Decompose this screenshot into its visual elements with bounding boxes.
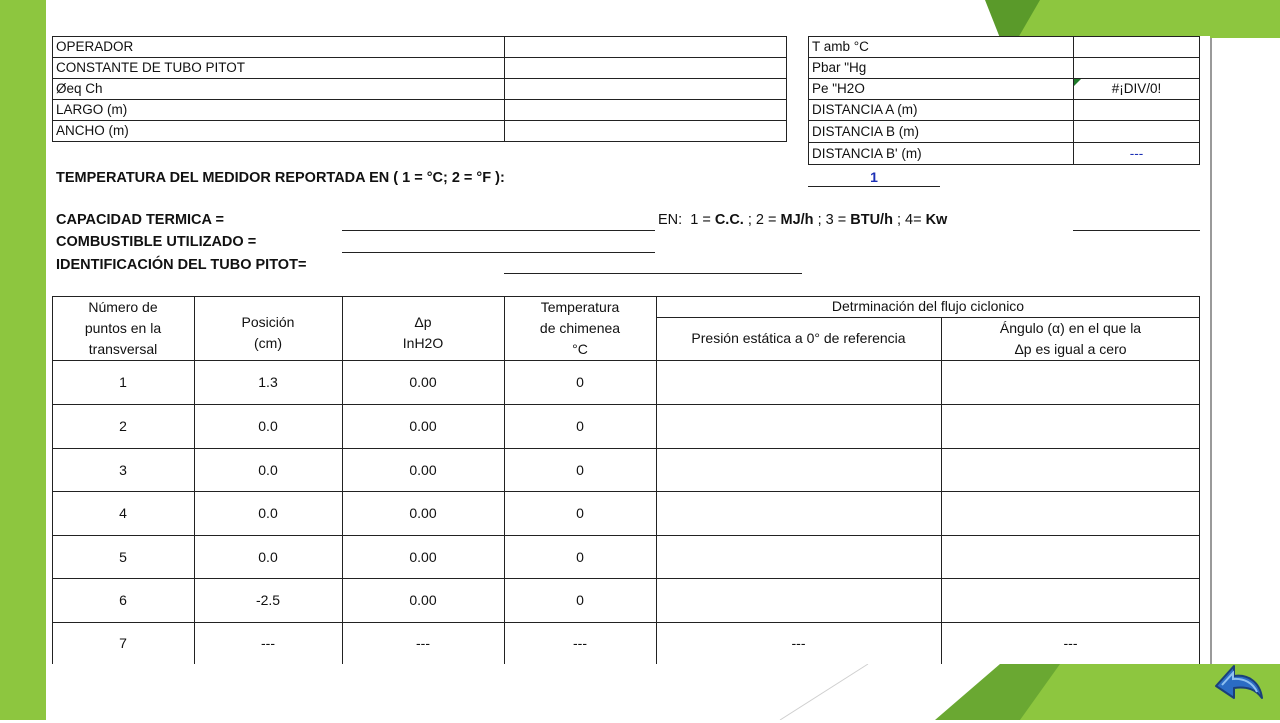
field-oeq: Øeq Ch: [52, 78, 505, 100]
cell-n[interactable]: 2: [119, 418, 127, 434]
spreadsheet-area: [50, 36, 1210, 664]
table-col-line: [342, 296, 343, 664]
faint-diagonal-line: [780, 664, 868, 720]
field-oeq-value[interactable]: [504, 78, 787, 100]
table-row-line: [52, 491, 1200, 492]
unit-option-cc: C.C.: [714, 211, 744, 228]
header-puntos: Número de puntos en la transversal: [84, 298, 162, 357]
cell-temperatura[interactable]: 0: [576, 461, 584, 478]
cell-n[interactable]: 1: [119, 374, 127, 390]
cell-temperatura[interactable]: 0: [576, 418, 584, 434]
field-distancia-a-value[interactable]: [1073, 99, 1200, 121]
cell-n[interactable]: 6: [119, 592, 127, 608]
cell-temperatura[interactable]: 0: [576, 505, 584, 521]
field-distancia-b-prime: DISTANCIA B' (m): [808, 142, 1074, 165]
cell-delta-p[interactable]: 0.00: [409, 461, 437, 478]
field-operador: OPERADOR: [52, 36, 505, 58]
capacidad-units-underline[interactable]: [1073, 230, 1200, 231]
cell-angulo[interactable]: ---: [1063, 635, 1078, 651]
cell-angulo[interactable]: [941, 491, 1200, 535]
cell-n[interactable]: 7: [119, 635, 127, 651]
field-largo: LARGO (m): [52, 99, 505, 121]
cell-comment-marker: [1074, 79, 1081, 86]
top-right-green-shape: [1018, 0, 1280, 38]
cell-presion[interactable]: [656, 535, 941, 578]
cell-temperatura[interactable]: 0: [576, 592, 584, 608]
field-ancho-value[interactable]: [504, 120, 787, 142]
cell-n[interactable]: 3: [119, 461, 127, 478]
table-row-line: [52, 404, 1200, 405]
field-pbar: Pbar "Hg: [808, 57, 1074, 79]
header-posicion: Posición (cm): [241, 314, 295, 351]
field-pe: Pe "H2O: [808, 78, 1074, 100]
cell-angulo[interactable]: [941, 360, 1200, 404]
back-button[interactable]: [1204, 652, 1270, 718]
table-border-top: [52, 296, 1200, 297]
right-edge-strip: [1210, 38, 1212, 664]
cell-angulo[interactable]: [941, 535, 1200, 578]
field-operador-value[interactable]: [504, 36, 787, 58]
combustible-label: COMBUSTIBLE UTILIZADO =: [56, 233, 257, 250]
cell-posicion[interactable]: 0.0: [258, 461, 278, 478]
units-sep-1: ; 2 =: [743, 211, 781, 228]
back-arrow-icon: [1204, 652, 1270, 718]
table-header-bottom: [52, 360, 1200, 361]
table-row-line: [52, 448, 1200, 449]
field-distancia-b-prime-value[interactable]: ---: [1073, 142, 1200, 165]
cell-presion[interactable]: [656, 360, 941, 404]
field-distancia-a: DISTANCIA A (m): [808, 99, 1074, 121]
table-row-line: [52, 622, 1200, 623]
cell-delta-p[interactable]: 0.00: [409, 548, 437, 565]
combustible-underline[interactable]: [342, 252, 655, 253]
table-col-line: [941, 317, 942, 664]
table-row-line: [52, 535, 1200, 536]
field-tamb: T amb °C: [808, 36, 1074, 58]
left-green-shape: [0, 0, 46, 720]
header-flujo-ciclonico: Detrminación del flujo ciclonico: [831, 298, 1025, 314]
table-col-line: [52, 296, 53, 664]
cell-posicion[interactable]: 0.0: [258, 418, 278, 434]
field-constante-value[interactable]: [504, 57, 787, 79]
cell-delta-p[interactable]: 0.00: [409, 505, 437, 521]
cell-angulo[interactable]: [941, 448, 1200, 491]
field-constante: CONSTANTE DE TUBO PITOT: [52, 57, 505, 79]
cell-presion[interactable]: [656, 404, 941, 448]
cell-posicion[interactable]: 0.0: [258, 548, 278, 565]
cell-posicion[interactable]: ---: [261, 635, 275, 651]
capacidad-underline[interactable]: [342, 230, 655, 231]
cell-presion[interactable]: ---: [791, 635, 806, 651]
cell-posicion[interactable]: 0.0: [258, 505, 278, 521]
temp-units-underline: [808, 186, 940, 187]
temp-units-value[interactable]: 1: [870, 169, 878, 185]
cell-posicion[interactable]: 1.3: [258, 374, 278, 390]
units-prefix: EN: 1 =: [658, 211, 715, 228]
cell-angulo[interactable]: [941, 578, 1200, 622]
field-pe-value[interactable]: #¡DIV/0!: [1073, 78, 1200, 100]
capacidad-label: CAPACIDAD TERMICA =: [56, 211, 224, 228]
cell-presion[interactable]: [656, 491, 941, 535]
table-col-line: [504, 296, 505, 664]
header-presion-estatica: Presión estática a 0° de referencia: [691, 330, 906, 346]
unit-option-btuh: BTU/h: [850, 211, 893, 228]
identificacion-underline[interactable]: [504, 273, 802, 274]
table-col-line: [1199, 296, 1200, 664]
cell-presion[interactable]: [656, 578, 941, 622]
table-col-line: [656, 296, 657, 664]
header-delta-p: Δp InH2O: [402, 314, 444, 351]
cell-delta-p[interactable]: ---: [416, 635, 430, 651]
field-distancia-b-value[interactable]: [1073, 120, 1200, 143]
header-angulo: Ángulo (α) en el que la Δp es igual a cero: [999, 319, 1142, 357]
temp-units-label: TEMPERATURA DEL MEDIDOR REPORTADA EN ( 1 = °C; 2 = °F ):: [56, 169, 505, 186]
table-col-line: [194, 296, 195, 664]
cell-delta-p[interactable]: 0.00: [409, 418, 437, 434]
identificacion-label: IDENTIFICACIÓN DEL TUBO PITOT=: [56, 256, 307, 273]
cell-presion[interactable]: [656, 448, 941, 491]
unit-option-kw: Kw: [925, 211, 948, 228]
cell-delta-p[interactable]: 0.00: [409, 592, 437, 608]
cell-n[interactable]: 5: [119, 548, 127, 565]
cell-temperatura[interactable]: 0: [576, 374, 584, 390]
field-distancia-b: DISTANCIA B (m): [808, 120, 1074, 143]
cell-temperatura[interactable]: ---: [573, 635, 587, 651]
table-header-split: [656, 317, 1200, 318]
units-sep-2: ; 3 =: [813, 211, 851, 228]
header-temperatura: Temperatura de chimenea °C: [539, 298, 621, 357]
cell-delta-p[interactable]: 0.00: [409, 374, 437, 390]
cell-temperatura[interactable]: 0: [576, 548, 584, 565]
unit-option-mjh: MJ/h: [780, 211, 814, 228]
cell-n[interactable]: 4: [119, 505, 127, 521]
cell-posicion[interactable]: -2.5: [255, 592, 281, 608]
field-largo-value[interactable]: [504, 99, 787, 121]
units-sep-3: ; 4=: [892, 211, 926, 228]
field-pbar-value[interactable]: [1073, 57, 1200, 79]
table-row-line: [52, 578, 1200, 579]
field-ancho: ANCHO (m): [52, 120, 505, 142]
capacidad-units-options: [658, 210, 947, 230]
cell-angulo[interactable]: [941, 404, 1200, 448]
field-tamb-value[interactable]: [1073, 36, 1200, 58]
